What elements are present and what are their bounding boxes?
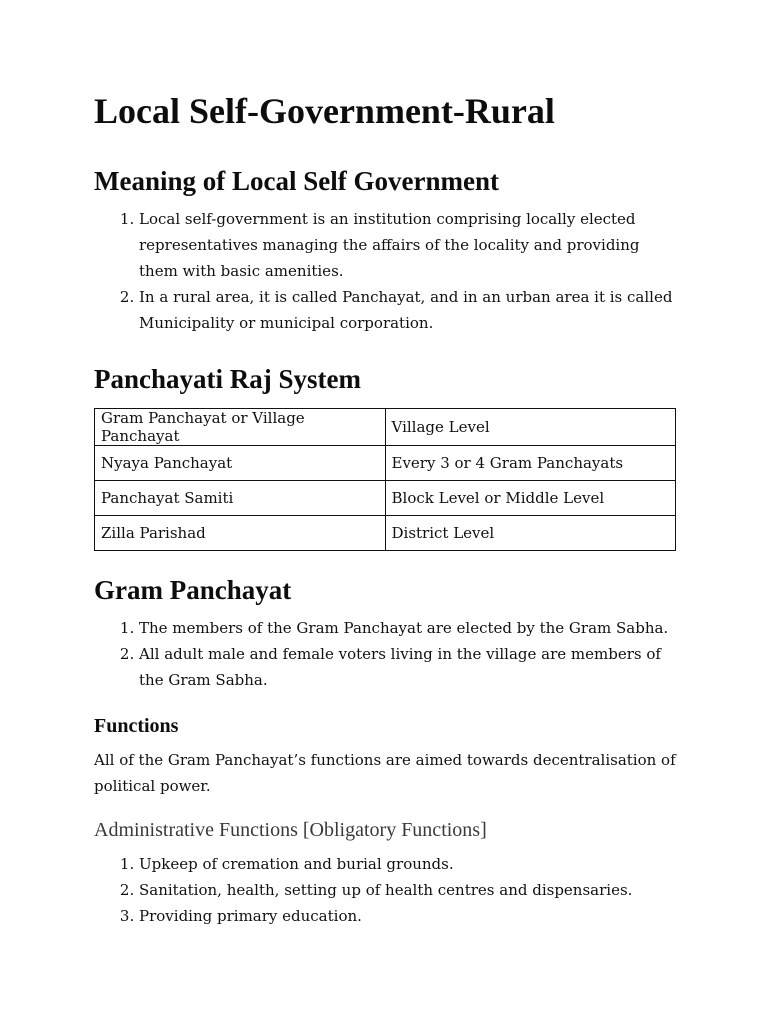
- list-item: 1. The members of the Gram Panchayat are elected by the Gram Sabha.: [139, 615, 676, 641]
- table-row: [95, 446, 676, 481]
- functions-intro-paragraph: All of the Gram Panchayat’s functions are aimed towards decentralisation of political power.: [94, 751, 676, 795]
- list-item: 1. Upkeep of cremation and burial grounds.: [139, 851, 676, 877]
- table-row: [95, 409, 676, 446]
- table-row: [95, 516, 676, 551]
- list-item: 3. Providing primary education.: [139, 903, 676, 929]
- administrative-functions-list: [94, 851, 676, 929]
- table-cell-body: Zilla Parishad: [95, 516, 386, 551]
- gram-panchayat-list: [94, 615, 676, 693]
- table-cell-body: Gram Panchayat or Village Panchayat: [95, 409, 386, 446]
- subsubsection-heading-administrative: Administrative Functions [Obligatory Functions]: [94, 819, 487, 841]
- document-content: [94, 88, 676, 929]
- table-row: [95, 481, 676, 516]
- table-cell-level: Block Level or Middle Level: [385, 481, 676, 516]
- table-cell-body: Panchayat Samiti: [95, 481, 386, 516]
- table-cell-body: Nyaya Panchayat: [95, 446, 386, 481]
- section-heading-gram-panchayat: Gram Panchayat: [94, 575, 292, 605]
- list-item: 2. In a rural area, it is called Panchayat, and in an urban area it is called Municipality or municipal corporation.: [139, 284, 676, 336]
- panchayati-raj-table: [94, 408, 676, 551]
- table-cell-level: Every 3 or 4 Gram Panchayats: [385, 446, 676, 481]
- section-heading-panchayati-raj: Panchayati Raj System: [94, 364, 361, 394]
- table-cell-level: District Level: [385, 516, 676, 551]
- table-cell-level: Village Level: [385, 409, 676, 446]
- section-heading-meaning: Meaning of Local Self Government: [94, 166, 499, 196]
- page-title: Local Self-Government-Rural: [94, 91, 555, 131]
- list-item: 2. Sanitation, health, setting up of health centres and dispensaries.: [139, 877, 676, 903]
- meaning-list: [94, 206, 676, 336]
- list-item: 1. Local self-government is an institution comprising locally elected representatives managing the affairs of the locality and providing them with basic amenities.: [139, 206, 676, 284]
- list-item: 2. All adult male and female voters living in the village are members of the Gram Sabha.: [139, 641, 676, 693]
- subsection-heading-functions: Functions: [94, 715, 179, 737]
